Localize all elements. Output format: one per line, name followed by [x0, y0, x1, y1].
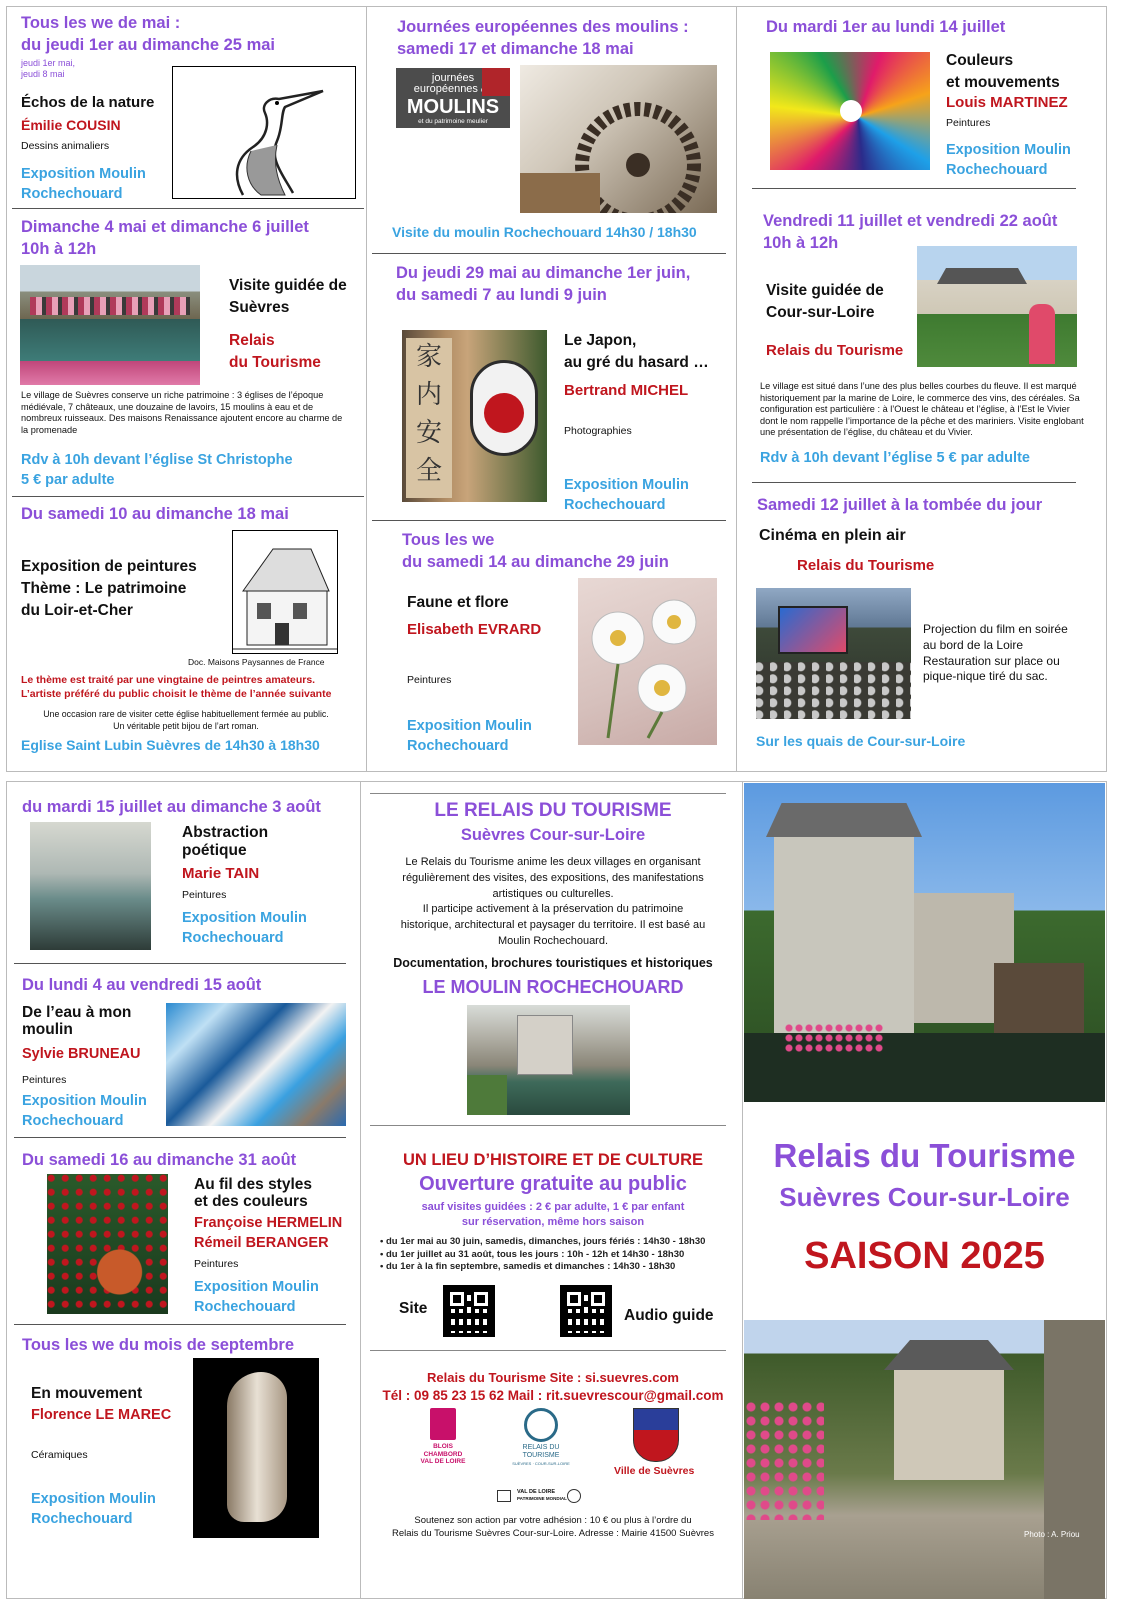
event-title: En mouvement	[31, 1385, 143, 1402]
event-date: Vendredi 11 juillet et vendredi 22 août 10h à 12h	[763, 212, 1058, 252]
event-type: Peintures	[946, 117, 991, 129]
event-date: du mardi 15 juillet au dimanche 3 août	[22, 798, 321, 816]
kanji-char: 全	[415, 456, 442, 486]
event-title: Couleurs et mouvements	[946, 52, 1060, 91]
event-description: Projection du film en soirée au bord de la Loire Restauration sur place ou pique-nique tiré du sac.	[923, 622, 1068, 684]
event-date: Du lundi 4 au vendredi 15 août	[22, 976, 262, 994]
separator	[12, 208, 364, 209]
moulins-logo: journées européennes MOULINS et du patrimoine meulier	[396, 68, 510, 128]
event-place: Exposition Moulin Rochechouard	[407, 718, 532, 754]
event-type: Peintures	[182, 889, 227, 901]
japan-sign-photo	[402, 330, 547, 502]
mill-gear-photo	[520, 65, 717, 213]
event-meeting: Rdv à 10h devant l’église 5 € par adulte	[760, 450, 1030, 466]
abstract-painting	[30, 822, 151, 950]
event-date: Tous les we de mai : du jeudi 1er au dimanche 25 mai	[21, 14, 276, 54]
kanji-char: 安	[415, 418, 442, 448]
audio-qr-code[interactable]	[560, 1285, 612, 1337]
event-title: Exposition de peintures Thème : Le patrimoine du Loir-et-Cher	[21, 558, 197, 619]
relais-tourisme-logo: RELAIS DU TOURISME SUÈVRES · COUR-SUR-LOIRE	[508, 1408, 574, 1478]
cover-title: Relais du Tourisme	[773, 1137, 1076, 1174]
opening-hours: • du 1er mai au 30 juin, samedis, dimanches, jours fériés : 14h30 - 18h30 • du 1er juillet au 31 août, tous les jours : 10h - 12h et 14h30 - 18h30 • du 1er à la fin septembre, samedis et dimanches : 14h30 - 18h30	[380, 1236, 730, 1274]
relais-subheading: Suèvres Cour-sur-Loire	[460, 826, 646, 844]
event-date: Tous les we du samedi 14 au dimanche 29 juin	[402, 531, 669, 571]
event-place: Exposition Moulin Rochechouard	[194, 1279, 319, 1315]
colorful-painting	[770, 52, 930, 170]
event-artist: Marie TAIN	[182, 865, 260, 882]
cour-chateau-photo	[917, 246, 1077, 367]
squirrel-painting	[47, 1174, 168, 1314]
event-place: Exposition Moulin Rochechouard	[564, 477, 689, 513]
separator	[14, 963, 346, 964]
event-place: Exposition Moulin Rochechouard	[182, 910, 307, 946]
event-description: Le village est situé dans l’une des plus belles courbes du fleuve. Il est marqué historiquement par la marine de Loire, le commerce des vins, des céréales. Sa configuration est particulière : à l’Ouest le château et l’église, à l’Est le Vivier dont le nom rappelle l’importance de la pêche et des mariniers. Visite englobant une présentation de l’église, du château et du Vivier.	[760, 381, 1084, 437]
kanji-char: 家	[415, 342, 442, 372]
bottom-divider-2	[742, 781, 743, 1599]
lieu-heading: UN LIEU D’HISTOIRE ET DE CULTURE	[402, 1151, 704, 1169]
suevres-photo	[20, 265, 200, 385]
separator	[370, 1350, 726, 1351]
event-title: Abstraction poétique	[182, 824, 269, 859]
event-artist: Florence LE MAREC	[31, 1407, 172, 1423]
relais-description: Le Relais du Tourisme anime les deux villages en organisant régulièrement des visites, des expositions, des manifestations artistiques ou culturelles. Il participe activement à la préservation du patrimoine historique, architectural et paysager du territoire. Il est basé au Moulin Rochechouard.	[400, 856, 706, 947]
event-artist: Françoise HERMELIN Rémeil BERANGER	[194, 1215, 343, 1251]
site-qr-code[interactable]	[443, 1285, 495, 1337]
moulin-photo	[467, 1005, 630, 1115]
moulin-heading: LE MOULIN ROCHECHOUARD	[422, 977, 684, 997]
audio-label: Audio guide	[624, 1307, 714, 1324]
event-small-dates: jeudi 1er mai, jeudi 8 mai	[21, 58, 76, 79]
support-note: Soutenez son action par votre adhésion : 10 € ou plus à l’ordre du Relais du Tourisme Suèvres Cour-sur-Loire. Adresse : Mairie 41500 Suèvres	[392, 1515, 714, 1539]
documentation-line: Documentation, brochures touristiques et historiques	[393, 956, 713, 970]
event-title: Le Japon, au gré du hasard …	[564, 332, 709, 371]
separator	[12, 496, 364, 497]
unesco-logo: VAL DE LOIRE PATRIMOINE MONDIAL	[497, 1488, 585, 1506]
village-street-photo	[744, 1320, 1105, 1599]
event-artist: Elisabeth EVRARD	[407, 621, 542, 638]
event-title: De l’eau à mon moulin	[22, 1004, 132, 1038]
ville-label: Ville de Suèvres	[614, 1465, 695, 1477]
event-title: Au fil des styles et des couleurs	[194, 1176, 313, 1210]
top-divider-2	[736, 6, 737, 772]
event-place: Exposition Moulin Rochechouard	[946, 142, 1071, 178]
event-date: Journées européennes des moulins : samedi 17 et dimanche 18 mai	[397, 18, 689, 58]
event-title: Visite guidée de Cour-sur-Loire	[766, 282, 884, 321]
event-title: Visite guidée de Suèvres	[229, 277, 347, 316]
cinema-photo	[756, 588, 911, 719]
bottom-divider-1	[360, 781, 361, 1599]
event-type: Peintures	[407, 674, 452, 686]
separator	[14, 1137, 346, 1138]
event-place: Exposition Moulin Rochechouard	[31, 1491, 156, 1527]
blois-chambord-logo: BLOIS CHAMBORD VAL DE LOIRE	[418, 1408, 468, 1478]
event-organizer: Relais du Tourisme	[766, 342, 904, 359]
contact-site: Relais du Tourisme Site : si.suevres.com	[427, 1370, 679, 1385]
image-credit: Doc. Maisons Paysannes de France	[188, 657, 325, 667]
site-label: Site	[399, 1300, 428, 1317]
heron-drawing	[172, 66, 356, 199]
house-sketch	[232, 530, 338, 654]
event-meeting: Rdv à 10h devant l’église St Christophe 5 € par adulte	[21, 452, 293, 488]
relais-heading-block	[370, 800, 736, 845]
event-artist: Louis MARTINEZ	[946, 94, 1068, 111]
separator	[370, 793, 726, 794]
event-date: Dimanche 4 mai et dimanche 6 juillet 10h à 12h	[21, 218, 309, 258]
event-place: Exposition Moulin Rochechouard	[22, 1093, 147, 1129]
event-organizer: Relais du Tourisme	[229, 332, 321, 371]
event-title: Faune et flore	[407, 594, 509, 611]
event-date: Du jeudi 29 mai au dimanche 1er juin, du samedi 7 au lundi 9 juin	[396, 264, 691, 304]
separator	[370, 1125, 726, 1126]
event-place: Sur les quais de Cour-sur-Loire	[756, 733, 966, 749]
event-date: Du samedi 16 au dimanche 31 août	[22, 1151, 297, 1169]
event-type: Peintures	[22, 1074, 67, 1086]
event-date: Tous les we du mois de septembre	[22, 1336, 295, 1354]
separator	[372, 253, 726, 254]
event-type: Photographies	[564, 425, 632, 437]
ceramic-photo	[193, 1358, 319, 1538]
event-date: Du samedi 10 au dimanche 18 mai	[21, 505, 289, 523]
event-organizer: Relais du Tourisme	[797, 557, 935, 574]
contact-phone-mail: Tél : 09 85 23 15 62 Mail : rit.suevrescour@gmail.com	[382, 1388, 724, 1403]
event-artist: Émilie COUSIN	[21, 117, 121, 133]
tarif-note: sauf visites guidées : 2 € par adulte, 1 € par enfant sur réservation, même hors saison	[421, 1201, 685, 1228]
water-painting	[166, 1003, 346, 1126]
event-type: Céramiques	[31, 1449, 88, 1461]
event-title: Cinéma en plein air	[759, 527, 906, 544]
event-date: Samedi 12 juillet à la tombée du jour	[757, 496, 1043, 514]
top-divider-1	[366, 6, 367, 772]
event-title: Échos de la nature	[21, 94, 155, 111]
kanji-char: 内	[415, 380, 442, 410]
photo-credit: Photo : A. Priou	[1024, 1530, 1080, 1539]
event-note: Une occasion rare de visiter cette église habituellement fermée au public. Un véritable petit bijou de l’art roman.	[43, 709, 329, 731]
event-place: Exposition Moulin Rochechouard	[21, 166, 146, 202]
event-artist: Sylvie BRUNEAU	[22, 1046, 141, 1062]
separator	[372, 520, 726, 521]
event-note-red: Le thème est traité par une vingtaine de peintres amateurs. L’artiste préféré du public choisit le thème de l’année suivante	[21, 674, 332, 700]
moulin-cover-photo	[744, 783, 1105, 1102]
event-artist: Bertrand MICHEL	[564, 382, 689, 399]
separator	[752, 188, 1076, 189]
separator	[752, 482, 1076, 483]
event-date: Du mardi 1er au lundi 14 juillet	[766, 18, 1006, 36]
suevres-coat-of-arms	[633, 1408, 679, 1462]
event-place: Eglise Saint Lubin Suèvres de 14h30 à 18h30	[21, 737, 320, 753]
ouverture-heading: Ouverture gratuite au public	[419, 1173, 687, 1195]
cover-subtitle: Suèvres Cour-sur-Loire	[779, 1182, 1070, 1212]
relais-heading: LE RELAIS DU TOURISME	[434, 800, 672, 821]
event-visit: Visite du moulin Rochechouard 14h30 / 18h30	[392, 224, 697, 240]
cover-season: SAISON 2025	[804, 1235, 1045, 1277]
event-description: Le village de Suèvres conserve un riche patrimoine : 3 églises de l’époque médiévale, 7 châteaux, une douzaine de lavoirs, 15 moulins à eau et de nombreux ruisseaux. Des maisons Renaissance ajoutent encore au charme de la promenade	[21, 390, 343, 435]
separator	[14, 1324, 346, 1325]
event-type: Peintures	[194, 1258, 239, 1270]
flowers-painting	[578, 578, 717, 745]
event-type: Dessins animaliers	[21, 140, 110, 152]
